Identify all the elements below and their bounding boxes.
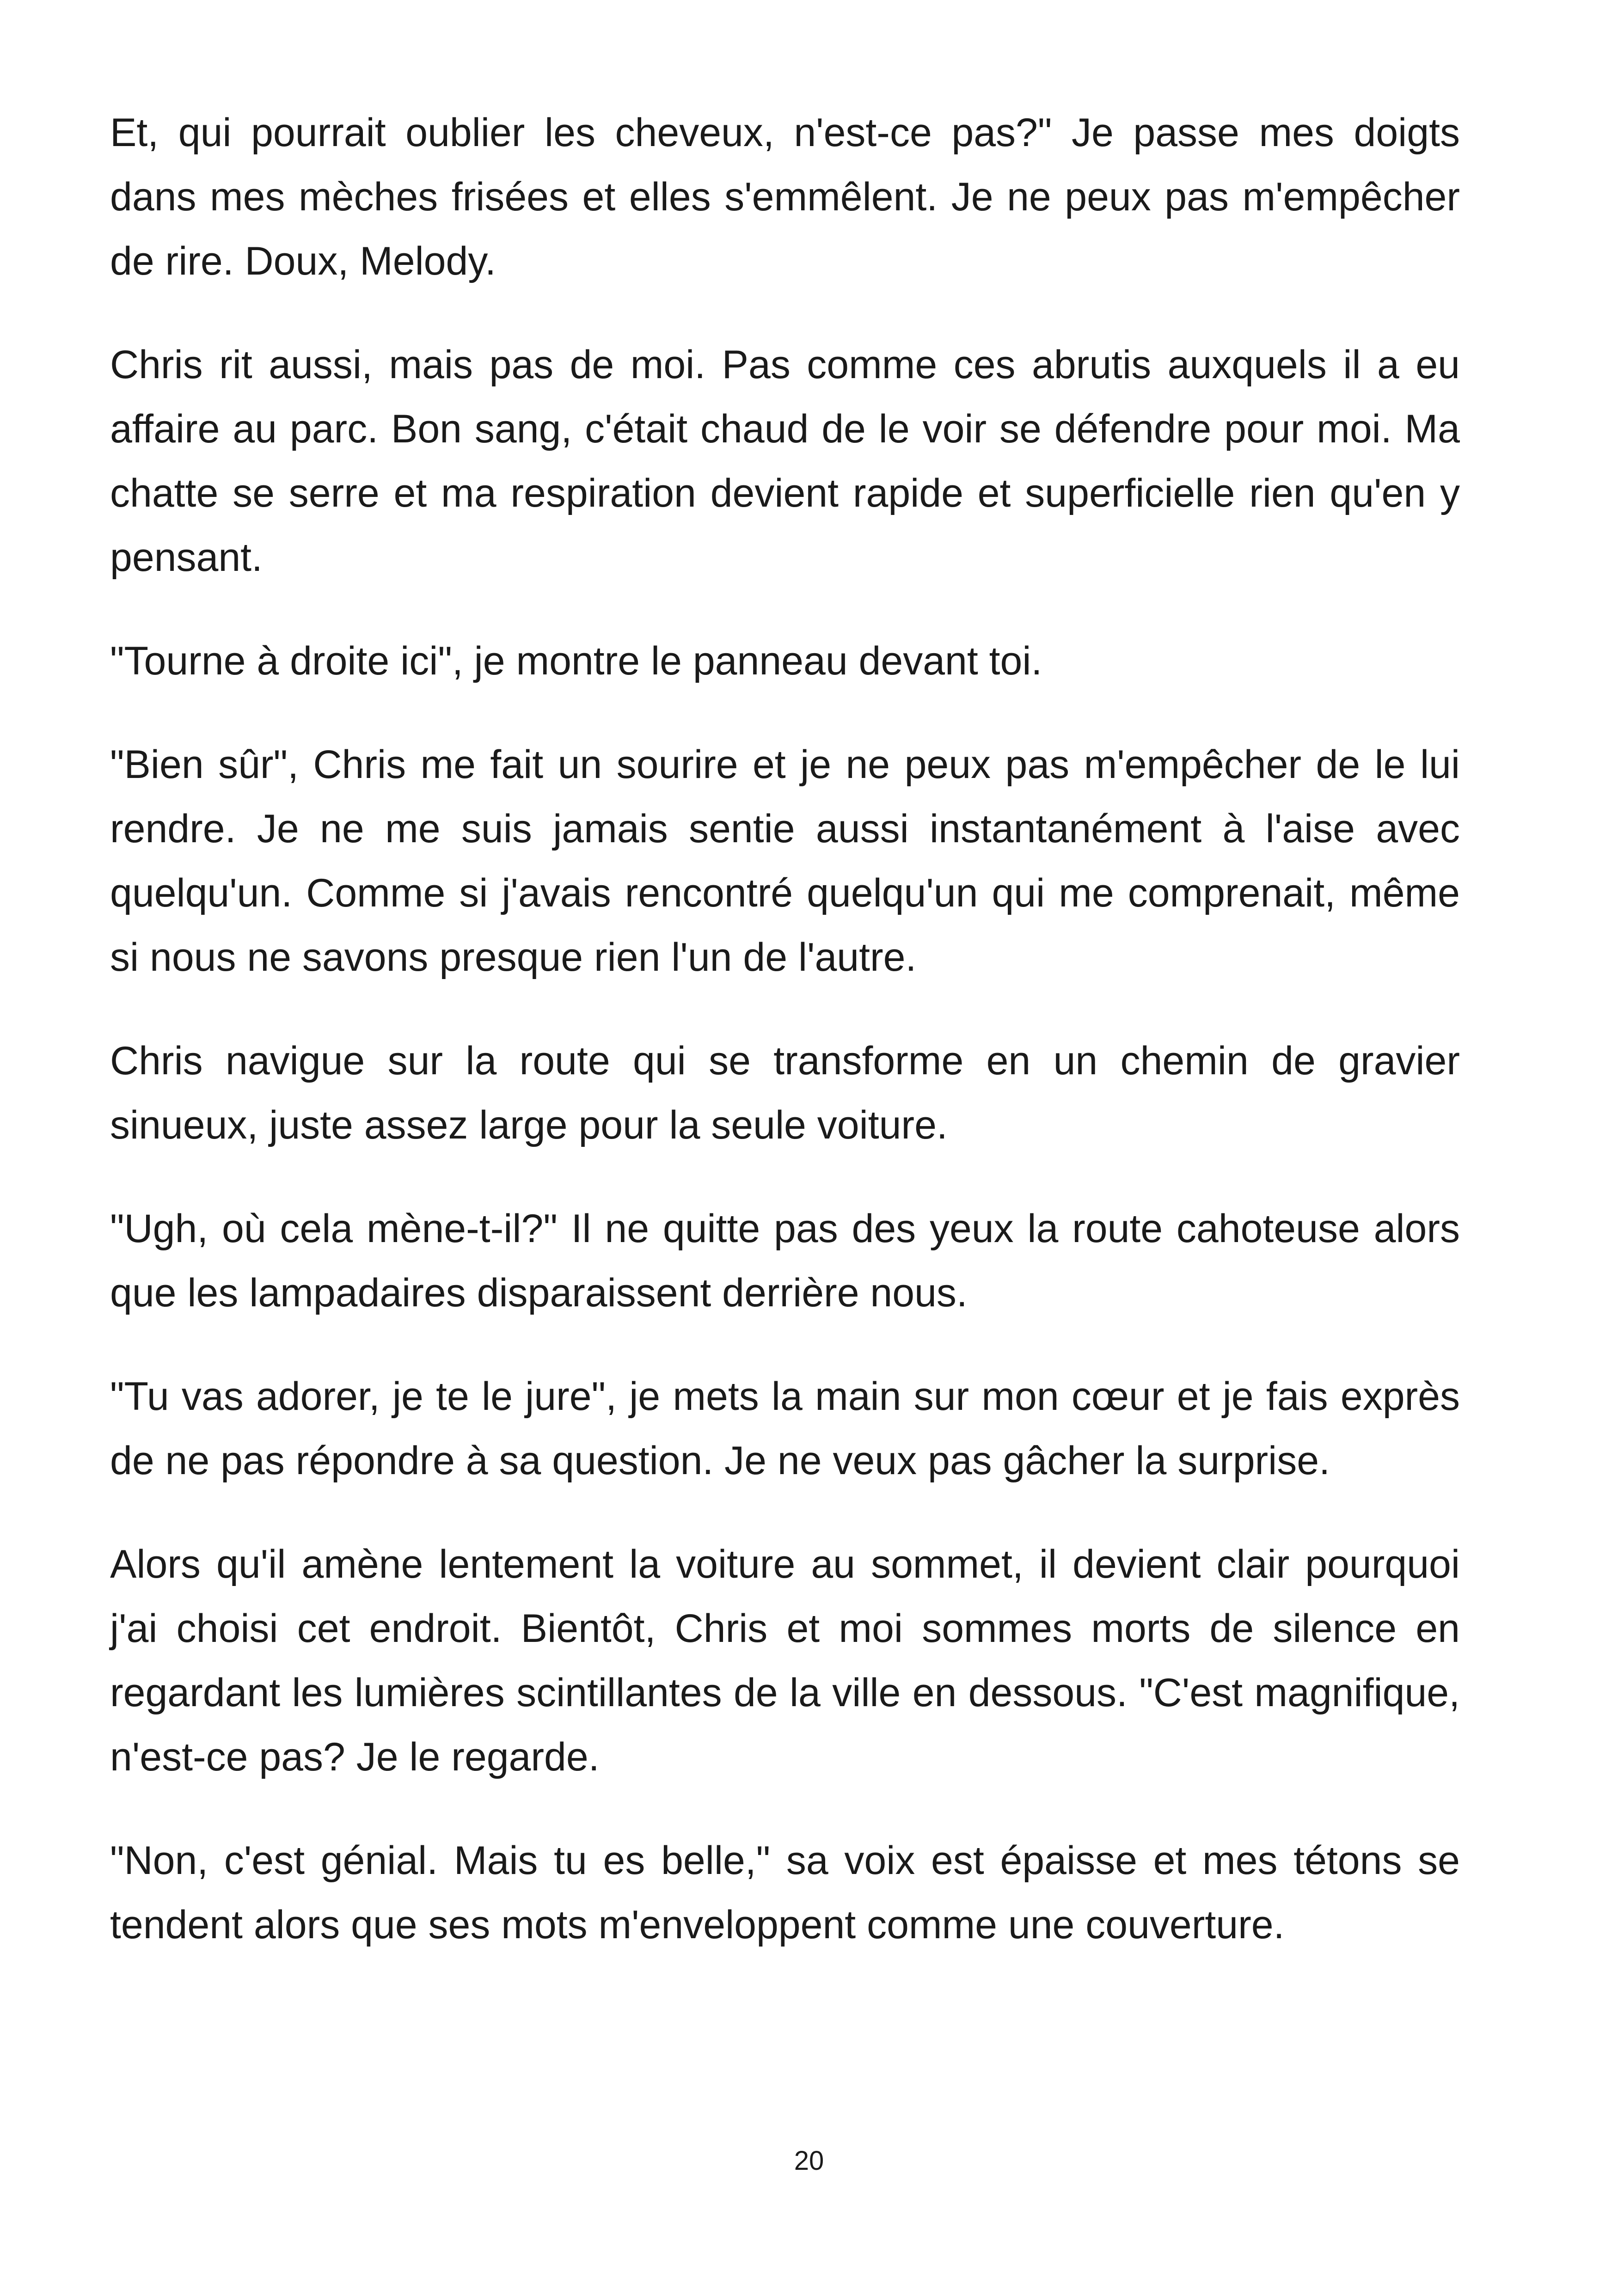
paragraph: "Ugh, où cela mène-t-il?" Il ne quitte pas des yeux la route cahoteuse alors que les lampadaires disparaissent derrière nous. bbox=[110, 1206, 1460, 1315]
document-body bbox=[110, 101, 1460, 1996]
paragraph: "Non, c'est génial. Mais tu es belle," sa voix est épaisse et mes tétons se tendent alors que ses mots m'enveloppent comme une couverture. bbox=[110, 1838, 1460, 1947]
paragraph: "Tu vas adorer, je te le jure", je mets la main sur mon cœur et je fais exprès de ne pas répondre à sa question. Je ne veux pas gâcher la surprise. bbox=[110, 1374, 1460, 1483]
paragraph: "Tourne à droite ici", je montre le panneau devant toi. bbox=[110, 639, 1042, 683]
paragraph: Et, qui pourrait oublier les cheveux, n'est-ce pas?" Je passe mes doigts dans mes mèches frisées et elles s'emmêlent. Je ne peux pas m'empêcher de rire. Doux, Melody. bbox=[110, 110, 1460, 283]
paragraph: Alors qu'il amène lentement la voiture au sommet, il devient clair pourquoi j'ai choisi cet endroit. Bientôt, Chris et moi sommes morts de silence en regardant les lumières scintillantes de la ville en dessous. "C'est magnifique, n'est-ce pas? Je le regarde. bbox=[110, 1542, 1460, 1779]
paragraph: Chris rit aussi, mais pas de moi. Pas comme ces abrutis auxquels il a eu affaire au parc. Bon sang, c'était chaud de le voir se défendre pour moi. Ma chatte se serre et ma respiration devient rapide et superficielle rien qu'en y pensant. bbox=[110, 343, 1460, 580]
paragraph: "Bien sûr", Chris me fait un sourire et je ne peux pas m'empêcher de le lui rendre. Je ne me suis jamais sentie aussi instantanément à l'aise avec quelqu'un. Comme si j'avais rencontré quelqu'un qui me comprenait, même si nous ne savons presque rien l'un de l'autre. bbox=[110, 742, 1460, 980]
paragraph: Chris navigue sur la route qui se transforme en un chemin de gravier sinueux, juste assez large pour la seule voiture. bbox=[110, 1039, 1460, 1147]
page-number: 20 bbox=[794, 2146, 824, 2176]
